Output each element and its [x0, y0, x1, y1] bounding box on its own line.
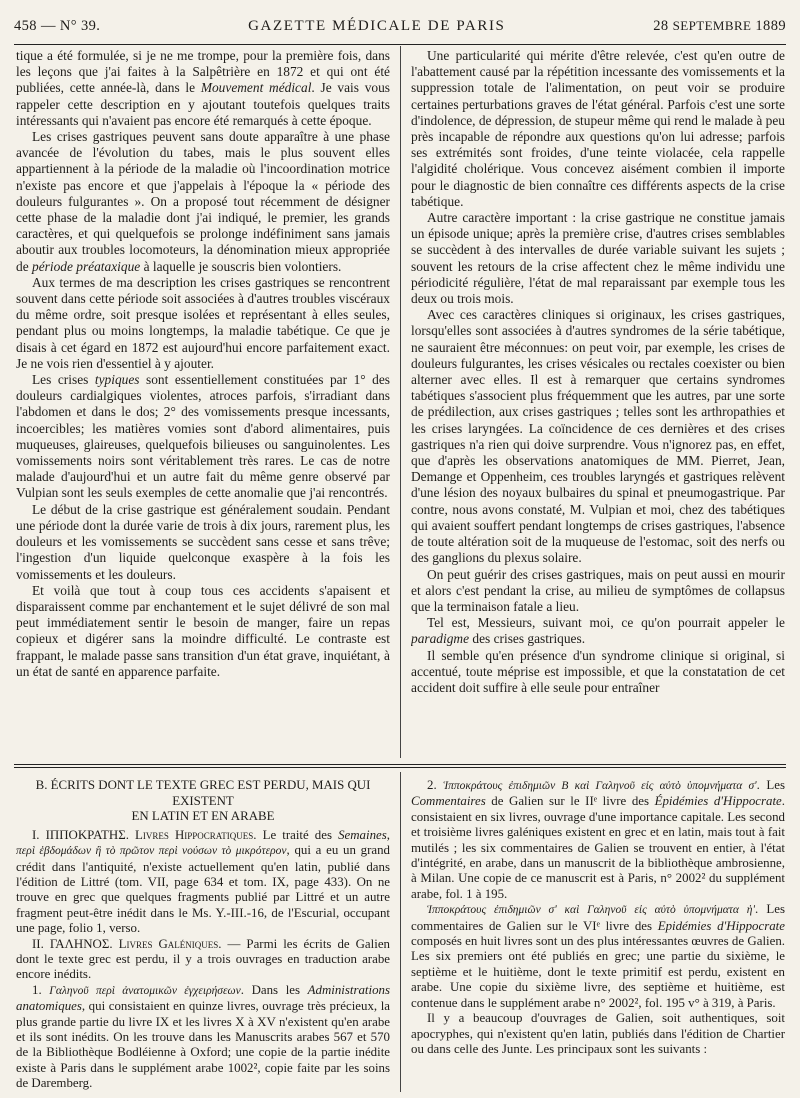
small-caps-term: Livres Hippocratiques [135, 827, 254, 842]
paragraph [16, 937, 390, 983]
issue-date [653, 18, 786, 35]
paragraph [411, 615, 785, 647]
section-rule [14, 767, 786, 768]
italic-term: Epidémies d'Hippocrate [657, 918, 785, 933]
section-rule [14, 764, 786, 765]
italic-term: Commentaires [411, 794, 486, 809]
italic-term: Épidémies d'Hippocrate [654, 794, 782, 809]
date-year: 1889 [755, 18, 786, 34]
text: de Galien sur le IIᵉ livre des [485, 794, 655, 809]
paragraph: Le début de la crise gastrique est généralement soudain. Pendant une période dont la durée varie de trois à dix jours, rarement plus, les douleurs et les vomissements se succèdent sans cesse et sans trêve; l'ingestion d'un liquide quelconque exaspère à la fois les vomissements et les douleurs. [16, 501, 390, 582]
paragraph [411, 778, 785, 902]
text: 2. [427, 778, 444, 792]
text: composés en huit livres sont un des plus intéressantes œuvres de Galien. Les six premiers ont été publiés en grec; une partie du sixième, le septième et le huitième, dont le texte primitif est perdu, existent en arabe. Une copie du sixième livre, des septième et huitième, est contenue dans le supplément arabe n° 2002², fol. 195 v° à 319, à Paris. [411, 934, 785, 1010]
paragraph: I. ΙΠΠΟΚΡΑΤΗΣ. Livres Hippocratiques. Le traité des Semaines, περὶ ἑβδομάδων ἢ τὸ πρῶτον περὶ νούσων τὸ μικρότερον, qui a eu un grand crédit dans l'antiquité, n'existe actuellement qu'en latin, publié dans l'édition de Littré (tom. VII, page 634 et tom. IX, page 433). On ne trouve en grec que quelques fragments publié par Littré et un autre fragment peut-être inédit dans le Ms. Y.-III.-16, de l'Escurial, occupant une page, folio 1, verso. [16, 827, 390, 936]
text: I. ΙΠΠΟΚΡΑΤΗΣ. [32, 827, 135, 842]
text: II. ΓΑΛΗΝΟΣ. [32, 936, 119, 951]
journal-title: GAZETTE MÉDICALE DE PARIS [248, 18, 506, 34]
text: Tel est, Messieurs, suivant moi, ce qu'on pourrait appeler le [427, 615, 785, 631]
text: Les crises gastriques peuvent sans doute apparaître à une phase avancée de l'évolution du tabes, mais le plus souvent elles appartiennent à la période de la maladie où l'incoordination motrice n'existe pas encore et que j'appelais à l'époque la « période des douleurs fulgurantes ». On a proposé tout récemment de désigner cette phase de la maladie dont j'ai indiqué, le premier, les grands caractères, et qui quelquefois se prolonge indéfiniment sans jamais aboutir aux troubles locomoteurs, la dénomination mieux appropriée de [16, 129, 390, 274]
italic-term: paradigme [411, 631, 470, 647]
text: à laquelle je souscris bien volontiers. [140, 258, 342, 274]
text: sont essentiellement constituées par 1° des douleurs cardialgiques violentes, atroces parfois, s'irradiant dans l'abdomen et dans le dos; 2° des vomissements presque incessants, incoercibles; les matières vomies sont d'abord alimentaires, puis muqueuses, glaireuses, quelquefois bilieuses ou sanguinolentes. Les vomissements noirs sont véritablement très rares. Le cas de notre malade d'aujourd'hui et un autre fait du même genre observé par Vulpian sont les seuls exemples de cette anomalie que j'ai rencontrés. [16, 372, 390, 501]
date-day: 28 [653, 18, 669, 34]
greek-title: Ἱπποκράτους ἐπιδημιῶν σʹ καὶ Γαληνοῦ εἰς αὐτὸ ὑπομνήματα ἡʹ [427, 904, 755, 917]
paragraph [16, 48, 390, 129]
greek-title: Γαληνοῦ περὶ ἀνατομικῶν ἐγχειρήσεων [49, 984, 241, 997]
greek-title: Ἱπποκράτους ἐπιδημιῶν Β καὶ Γαληνοῦ εἰς αὐτὸ ὑπομνήματα σʹ [443, 780, 757, 792]
bibliography-column-right [411, 778, 785, 1092]
paragraph [16, 129, 390, 275]
paragraph: Il semble qu'en présence d'un syndrome clinique si original, si accentué, toute méprise est impossible, et que la constatation de cet accident doit suffire à elle seule pour entraîner [411, 647, 785, 695]
heading-line: EN LATIN ET EN ARABE [131, 809, 275, 824]
greek-title: περὶ ἑβδομάδων ἢ τὸ πρῶτον περὶ νούσων τὸ μικρότερον [16, 845, 287, 858]
header-rule [14, 44, 786, 45]
text: . Dans les [240, 982, 308, 997]
paragraph: Il y a beaucoup d'ouvrages de Galien, soit authentiques, soit apocryphes, qui n'existent qu'en latin, publiés dans l'édition de Chartier ou dans celle des Junte. Les principaux sont les suivants : [411, 1011, 785, 1056]
paragraph: Autre caractère important : la crise gastrique ne constitue jamais un épisode unique; après la première crise, d'autres crises semblables se succèdent à des intervalles de durée variable suivant les sujets ; souvent les retours de la crise affectent chez le même individu une périodicité régulière, l'état de mal reparaissant par exemple tous les deux ou trois mois. [411, 210, 785, 307]
small-caps-term: Livres Galéniques [118, 936, 219, 951]
page-number-issue: 458 — N° 39. [14, 18, 101, 34]
text: des crises gastriques. [469, 631, 586, 647]
text: . — Parmi les écrits de Galien dont le texte grec est perdu, il y a trois ouvrages en traduction arabe encore inédits. [16, 936, 390, 982]
paragraph: Une particularité qui mérite d'être relevée, c'est qu'en outre de l'abattement causé par la répétition incessante des vomissements et la suppression totale de l'alimentation, on peut voir se produire certaines perturbations graves de l'état général. Parfois c'est une sorte d'indolence, de dépression, de stupeur même qui rend le malade à peu près incapable de répondre aux questions qu'on lui adresse; parfois ses extrémités sont froides, d'une teinte violacée, cela rappelle l'algidité cholérique. Vous concevez aisément combien il importe pour le diagnostic de bien connaître ces différents aspects de la crise tabétique. [411, 48, 785, 209]
heading-line: B. ÉCRITS DONT LE TEXTE GREC EST PERDU, MAIS QUI EXISTENT [35, 778, 371, 808]
paragraph: Et voilà que tout à coup tous ces accidents s'apaisent et disparaissent comme par enchantement et le sujet délivré de son mal peut immédiatement sentir le besoin de manger, faire un repas copieux et digérer sans la moindre difficulté. Le contraste est frappant, le malade passe sans transition d'un état grave, inquiétant, à un état de santé en apparence parfaite. [16, 582, 390, 679]
paragraph [16, 372, 390, 502]
text: , qui consistaient en quinze livres, ouvrage très précieux, la plus grande partie du livre IX et les livres X à XV n'existent qu'en arabe et ils sont inédits. On les trouve dans les Manuscrits arabes 567 et 570 de la Bibliothèque Bodléienne à Oxford; une copie de la partie inédite existe à Paris dans le supplément arabe 1002², copie faite par les soins de Daremberg. [16, 999, 390, 1091]
text: . Les [756, 778, 785, 792]
text: . Les commentaires de Galien sur le VIᵉ livre des [411, 902, 785, 933]
column-divider [400, 772, 401, 1092]
article-column-right [411, 48, 785, 756]
column-divider [400, 46, 401, 758]
paragraph: Avec ces caractères cliniques si originaux, les crises gastriques, lorsqu'elles sont associées à d'autres syndromes de la série tabétique, ne sauraient être méconnues: on peut voir, par exemple, les crises de douleurs fulgurantes, les crises vésicales ou rectales coexister ou bien alterner avec elles. Il est à remarquer que certains syndromes tabétiques s'associent plus fréquemment que les autres, par une sorte de prédilection, aux crises gastriques ; telles sont les arthropathies et les crises laryngées. La coïncidence de ces dernières et des crises gastriques n'a rien qui doive surprendre. Vous n'ignorez pas, en effet, que d'après les observations anatomiques de MM. Pierret, Jean, Demange et Oppenheim, ces troubles laryngés et gastriques relèvent d'une lésion des noyaux bulbaires du spinal et pneumogastrique. Par contre, nous avons constaté, M. Vulpian et moi, chez des tabétiques qui avaient souffert pendant longtemps de crises gastriques, l'absence de toute altération soit de la muqueuse de l'estomac, soit des nerfs ou des ganglions du plexus solaire. [411, 307, 785, 566]
text: Les crises [32, 372, 95, 388]
italic-term: typiques [94, 372, 140, 388]
text: . Je vais vous rappeler cette description en y ajoutant toutefois quelques traits intéressants qui n'avaient pas encore été remarqués à cette époque. [16, 80, 390, 128]
text: . consistaient en six livres, ouvrage d'une importance capitale. Les second et troisième livres galéniques existent en grec et en latin, mais tout à fait mutilés ; les six commentaires de Galien se trouvent en entier, à l'état d'intégrité, en arabe, dans un manuscrit de la bibliothèque ambrosienne, à Milan. Une copie de ce manuscrit est à Paris, n° 2002² du supplément arabe, fol. 1 à 195. [411, 794, 785, 901]
paragraph [16, 983, 390, 1092]
italic-term: période préataxique [32, 258, 141, 274]
text: , qui a eu un grand crédit dans l'antiquité, n'existe actuellement qu'en latin, publié dans l'édition de Littré (tom. VII, page 634 et tom. IX, page 433). On ne trouve en grec que quelques fragments publié par Littré et un autre fragment peut-être inédit dans le Ms. Y.-III.-16, de l'Escurial, occupant une page, folio 1, verso. [16, 843, 390, 936]
italic-term: Administrations anatomiques [16, 982, 390, 1014]
article-column-left [16, 48, 390, 756]
text: 1. [32, 982, 50, 997]
masthead [14, 18, 786, 42]
date-month: SEPTEMBRE [672, 18, 752, 33]
paragraph [411, 902, 785, 1011]
bibliography-column-left [16, 778, 390, 1092]
section-heading [16, 778, 390, 825]
italic-term: Semaines [338, 827, 387, 842]
paragraph: On peut guérir des crises gastriques, mais on peut aussi en mourir et alors c'est pendant la crise, au milieu de symptômes de collapsus que la terminaison fatale a lieu. [411, 566, 785, 614]
text: . Le traité des [253, 827, 339, 842]
paragraph: Aux termes de ma description les crises gastriques se rencontrent souvent dans cette période soit associées à d'autres troubles viscéraux du même ordre, soit presque isolées et représentant à elles seules, pendant plus ou moins longtemps, la maladie tabétique. Ce que je disais à cet égard en 1872 est aujourd'hui encore parfaitement exact. Je ne vois rien d'essentiel à y ajouter. [16, 274, 390, 371]
journal-name: Mouvement médical [200, 80, 312, 96]
text: tique a été formulée, si je ne me trompe, pour la première fois, dans les leçons que j'ai faites à la Salpêtrière en 1872 et qui ont été publiées, cette année-là, dans le [16, 48, 390, 96]
